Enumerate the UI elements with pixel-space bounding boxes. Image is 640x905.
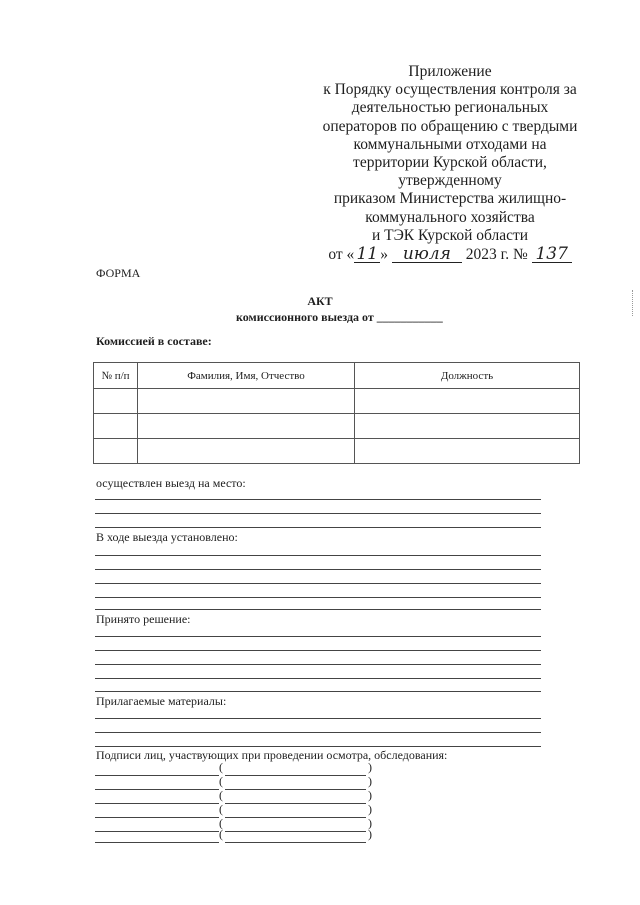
column-header-name: Фамилия, Имя, Отчество — [138, 363, 355, 389]
appendix-line: и ТЭК Курской области — [371, 226, 529, 244]
order-number: 137 — [532, 246, 572, 263]
appendix-line: к Порядку осуществления контроля за — [323, 81, 577, 99]
paren-close: ) — [368, 774, 372, 788]
signature-name-field[interactable] — [219, 827, 372, 843]
signature-line[interactable] — [95, 803, 219, 804]
commission-table — [93, 362, 580, 464]
signature-line[interactable] — [95, 842, 219, 843]
section-decision-label: Принято решение: — [96, 612, 191, 626]
paren-open: ( — [219, 802, 223, 816]
appendix-line: деятельностью региональных — [351, 99, 549, 117]
name-underline — [225, 803, 366, 804]
appendix-line: коммунальными отходами на — [353, 135, 547, 153]
name-underline — [225, 789, 366, 790]
commission-label: Комиссией в составе: — [96, 334, 212, 348]
fill-line[interactable] — [95, 527, 541, 528]
fill-line[interactable] — [95, 636, 541, 637]
fill-line[interactable] — [95, 718, 541, 719]
table-row — [94, 389, 580, 414]
date-day: 11 — [354, 246, 380, 263]
paren-open: ( — [219, 774, 223, 788]
signature-line[interactable] — [95, 817, 219, 818]
table-header-row — [94, 363, 580, 389]
signature-line[interactable] — [95, 775, 219, 776]
fill-line[interactable] — [95, 555, 541, 556]
name-underline — [225, 842, 366, 843]
form-label: ФОРМА — [96, 266, 141, 280]
fill-line[interactable] — [95, 691, 541, 692]
section-established-label: В ходе выезда установлено: — [96, 530, 238, 544]
document-title: АКТ — [307, 294, 333, 308]
date-prefix: от « — [328, 246, 355, 264]
date-mid: » — [380, 246, 389, 264]
signature-line[interactable] — [95, 789, 219, 790]
appendix-line: утвержденному — [398, 172, 502, 190]
paren-open: ( — [219, 788, 223, 802]
table-cell[interactable] — [94, 389, 138, 414]
fill-line[interactable] — [95, 609, 541, 610]
appendix-header — [300, 63, 600, 264]
table-cell[interactable] — [355, 439, 580, 464]
name-underline — [225, 817, 366, 818]
paren-open: ( — [219, 760, 223, 774]
appendix-line: операторов по обращению с твердыми — [322, 117, 578, 135]
document-subtitle: комиссионного выезда от ___________ — [236, 310, 443, 324]
appendix-line: Приложение — [408, 63, 492, 80]
table-cell[interactable] — [138, 389, 355, 414]
appendix-line: территории Курской области, — [353, 154, 547, 172]
paren-open: ( — [219, 816, 223, 830]
paren-close: ) — [368, 816, 372, 830]
appendix-line: приказом Министерства жилищно- — [333, 190, 567, 208]
date-month: июля — [392, 246, 462, 263]
signature-name-field[interactable] — [219, 788, 372, 804]
column-header-position: Должность — [355, 363, 580, 389]
section-visit-label: осуществлен выезд на место: — [96, 476, 246, 490]
table-row — [94, 439, 580, 464]
table-cell[interactable] — [355, 389, 580, 414]
fill-line[interactable] — [95, 746, 541, 747]
fill-line[interactable] — [95, 513, 541, 514]
fill-line[interactable] — [95, 732, 541, 733]
fill-line[interactable] — [95, 678, 541, 679]
column-header-number: № п/п — [94, 363, 138, 389]
name-underline — [225, 775, 366, 776]
paren-close: ) — [368, 802, 372, 816]
paren-close: ) — [368, 827, 372, 841]
fill-line[interactable] — [95, 597, 541, 598]
appendix-line: коммунального хозяйства — [365, 208, 535, 226]
section-materials-label: Прилагаемые материалы: — [96, 694, 227, 708]
table-cell[interactable] — [355, 414, 580, 439]
signature-name-field[interactable] — [219, 760, 372, 776]
signature-line[interactable] — [95, 831, 219, 832]
paren-open: ( — [219, 827, 223, 841]
table-cell[interactable] — [94, 439, 138, 464]
paren-close: ) — [368, 760, 372, 774]
table-cell[interactable] — [138, 414, 355, 439]
paren-close: ) — [368, 788, 372, 802]
table-cell[interactable] — [94, 414, 138, 439]
fill-line[interactable] — [95, 664, 541, 665]
section-signatures-label: Подписи лиц, участвующих при проведении осмотра, обследования: — [96, 748, 448, 762]
table-cell[interactable] — [138, 439, 355, 464]
fill-line[interactable] — [95, 499, 541, 500]
date-year: 2023 г. № — [465, 246, 528, 264]
fill-line[interactable] — [95, 583, 541, 584]
fill-line[interactable] — [95, 569, 541, 570]
signature-name-field[interactable] — [219, 802, 372, 818]
order-date-line — [300, 246, 600, 264]
signature-name-field[interactable] — [219, 774, 372, 790]
table-row — [94, 414, 580, 439]
fill-line[interactable] — [95, 650, 541, 651]
